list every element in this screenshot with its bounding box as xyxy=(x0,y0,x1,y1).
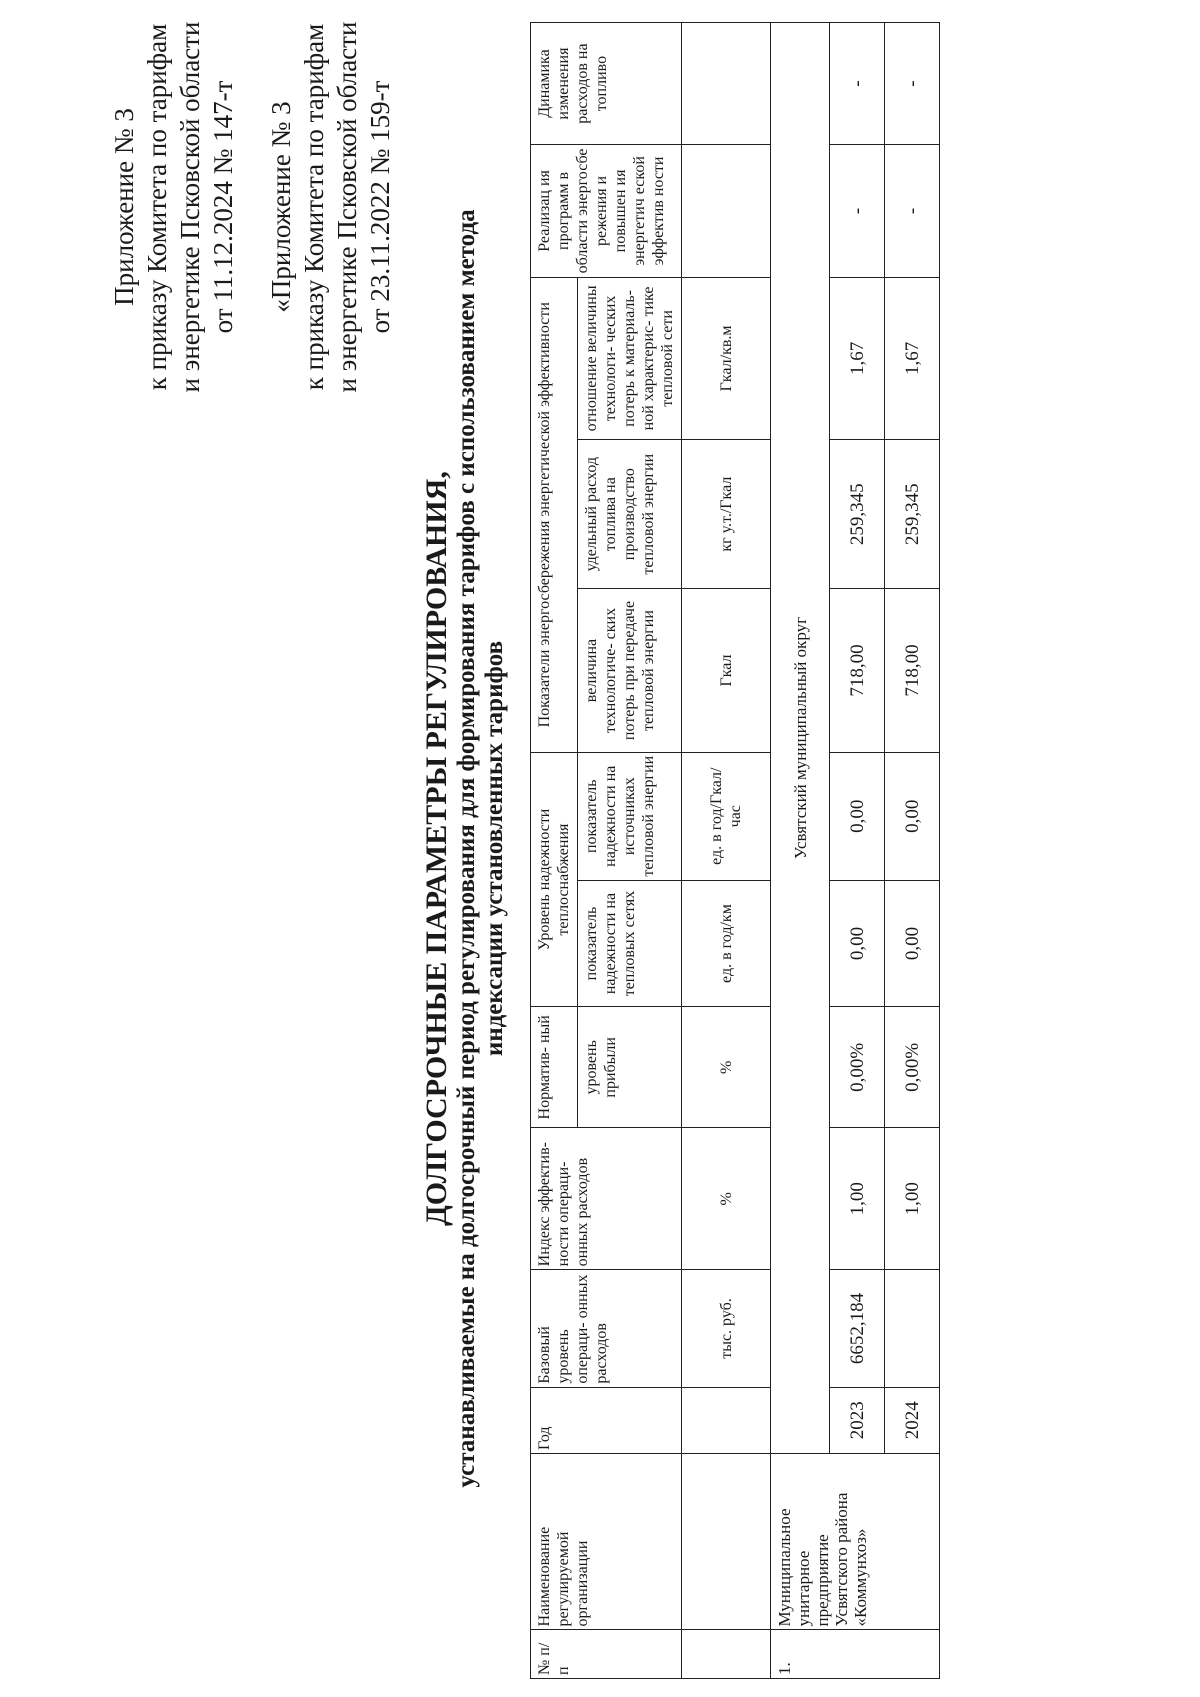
cell-year: 2024 xyxy=(885,1387,940,1453)
cell-year: 2023 xyxy=(830,1387,885,1453)
cell-ratio: 1,67 xyxy=(830,277,885,439)
appendix-header-current xyxy=(108,17,240,397)
document-subtitle-continued: индексации установленных тарифов xyxy=(481,640,508,1057)
header-line: к приказу Комитета по тарифам xyxy=(299,23,329,391)
cell-profit: 0,00% xyxy=(830,1007,885,1128)
cell-profit: 0,00% xyxy=(885,1007,940,1128)
cell-fuel-dynamics: - xyxy=(830,23,885,145)
cell-ratio: 1,67 xyxy=(885,277,940,439)
units-empty xyxy=(682,1387,771,1453)
units-empty xyxy=(682,1630,771,1679)
region-label: Усвятский муниципальный округ xyxy=(771,23,830,1454)
cell-losses: 718,00 xyxy=(830,589,885,752)
header-rel-sources: показатель надежности на источниках тепловой энергии xyxy=(578,752,682,880)
cell-base xyxy=(885,1270,940,1387)
header-line: Приложение № 3 xyxy=(109,108,139,306)
header-profit-group: Норматив- ный xyxy=(531,1007,578,1128)
unit-rel-sources: ед. в год/Гкал/ час xyxy=(682,752,771,880)
header-profit: уровень прибыли xyxy=(578,1007,682,1128)
header-row-1 xyxy=(531,23,578,1679)
header-org: Наименование регулируемой организации xyxy=(531,1453,682,1629)
cell-rel-networks: 0,00 xyxy=(885,880,940,1007)
header-fuel-dynamics: Динамика изменения расходов на топливо xyxy=(531,23,682,145)
header-energy-group: Показатели энергосбережения энергетической эффективности xyxy=(531,277,578,752)
header-rel-networks: показатель надежности на тепловых сетях xyxy=(578,880,682,1007)
cell-fuel-dynamics: - xyxy=(885,23,940,145)
units-empty xyxy=(682,145,771,278)
unit-ratio: Гкал/кв.м xyxy=(682,277,771,439)
units-row xyxy=(682,23,771,1679)
header-line: и энергетике Псковской области xyxy=(332,21,362,393)
appendix-header-previous xyxy=(265,7,397,407)
header-line: от 23.11.2022 № 159-т xyxy=(365,80,395,334)
cell-fuel: 259,345 xyxy=(885,440,940,589)
unit-base: тыс. руб. xyxy=(682,1270,771,1387)
unit-index: % xyxy=(682,1128,771,1270)
parameters-table xyxy=(530,22,940,1679)
table-row xyxy=(830,23,885,1679)
unit-fuel: кг у.т./Гкал xyxy=(682,440,771,589)
header-line: к приказу Комитета по тарифам xyxy=(142,23,172,391)
cell-rel-sources: 0,00 xyxy=(885,752,940,880)
header-year: Год xyxy=(531,1387,682,1453)
document-title: ДОЛГОСРОЧНЫЕ ПАРАМЕТРЫ РЕГУЛИРОВАНИЯ, xyxy=(420,471,453,1226)
cell-fuel: 259,345 xyxy=(830,440,885,589)
cell-rel-networks: 0,00 xyxy=(830,880,885,1007)
cell-rel-sources: 0,00 xyxy=(830,752,885,880)
units-empty xyxy=(682,23,771,145)
header-reliability-group: Уровень надежности теплоснабжения xyxy=(531,752,578,1007)
org-number: 1. xyxy=(771,1630,940,1679)
table-row xyxy=(885,23,940,1679)
document-subtitle: устанавливаемые на долгосрочный период регулирования для формирования тарифов с использованием метода xyxy=(453,209,480,1488)
units-empty xyxy=(682,1453,771,1629)
region-row xyxy=(771,23,830,1679)
header-losses: величина технологиче- ских потерь при передаче тепловой энергии xyxy=(578,589,682,752)
cell-index: 1,00 xyxy=(830,1128,885,1270)
cell-losses: 718,00 xyxy=(885,589,940,752)
header-num: № п/ п xyxy=(531,1630,682,1679)
header-programs: Реализац ия программ в области энергосбе режения и повышен ия энергетич еской эффектив ности xyxy=(531,145,682,278)
org-name: Муниципальное унитарное предприятие Усвятского района «Коммунхоз» xyxy=(771,1453,940,1629)
header-base: Базовый уровень операци- онных расходов xyxy=(531,1270,682,1387)
header-line: и энергетике Псковской области xyxy=(175,21,205,393)
cell-programs: - xyxy=(885,145,940,278)
header-ratio: отношение величины технологи- ческих потерь к материаль- ной характерис- тике тепловой сети xyxy=(578,277,682,439)
header-line: от 11.12.2024 № 147-т xyxy=(208,80,238,334)
cell-base: 6652,184 xyxy=(830,1270,885,1387)
header-line: «Приложение № 3 xyxy=(266,101,296,313)
unit-losses: Гкал xyxy=(682,589,771,752)
unit-rel-networks: ед. в год/км xyxy=(682,880,771,1007)
header-fuel: удельный расход топлива на производство тепловой энергии xyxy=(578,440,682,589)
cell-index: 1,00 xyxy=(885,1128,940,1270)
header-index: Индекс эффектив- ности операци- онных расходов xyxy=(531,1128,682,1270)
unit-profit: % xyxy=(682,1007,771,1128)
cell-programs: - xyxy=(830,145,885,278)
